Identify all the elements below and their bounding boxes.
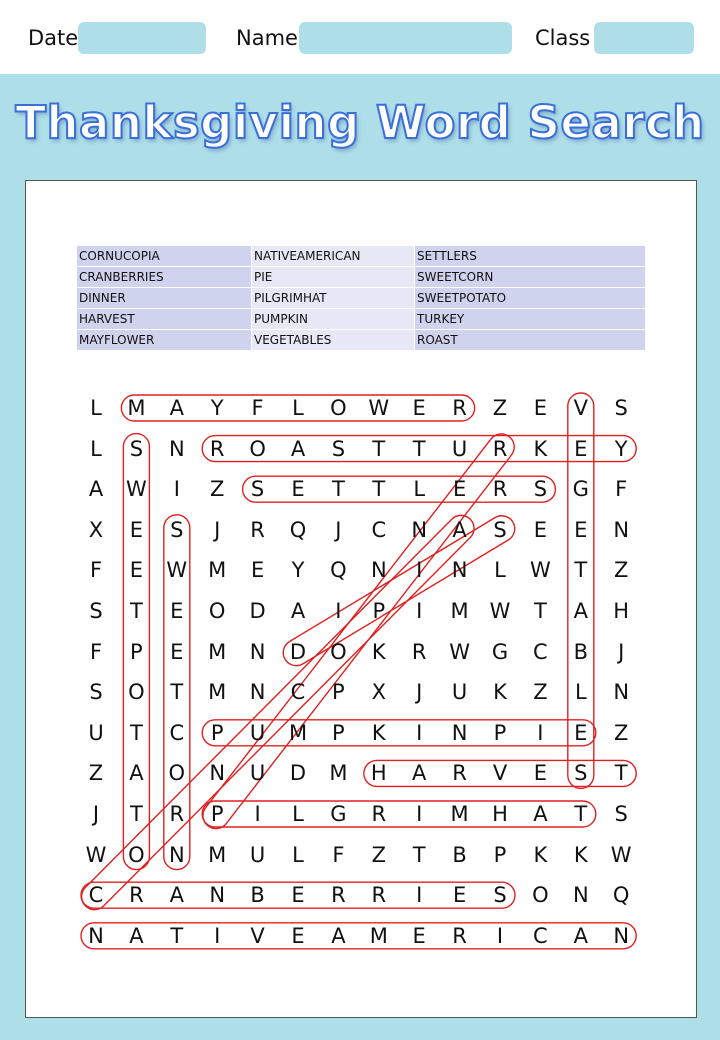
grid-letter[interactable]: O <box>128 842 145 867</box>
grid-letter[interactable]: S <box>331 436 346 461</box>
grid-letter[interactable]: T <box>372 477 386 502</box>
grid-letter[interactable]: I <box>537 720 544 745</box>
grid-letter[interactable]: A <box>169 883 184 908</box>
grid-letter[interactable]: Y <box>210 396 224 420</box>
date-label: Date <box>28 26 79 50</box>
word-list-item: MAYFLOWER <box>77 330 252 351</box>
grid-letter[interactable]: Q <box>330 558 347 583</box>
grid-letter[interactable]: S <box>614 802 628 826</box>
grid-letter[interactable]: J <box>618 639 625 664</box>
grid-letter[interactable]: E <box>574 517 588 542</box>
grid-letter[interactable]: L <box>574 680 587 705</box>
grid-letter[interactable]: O <box>330 396 347 420</box>
grid-letter[interactable]: J <box>335 517 342 542</box>
grid-letter[interactable]: M <box>369 923 388 948</box>
grid-letter[interactable]: E <box>412 923 426 948</box>
grid-letter[interactable]: O <box>208 599 226 623</box>
grid-letter[interactable]: E <box>452 477 467 502</box>
grid-letter[interactable]: F <box>615 477 628 502</box>
grid-letter[interactable]: L <box>292 802 304 826</box>
grid-letter[interactable]: N <box>168 842 185 867</box>
grid-letter[interactable]: S <box>170 517 184 542</box>
grid-letter[interactable]: I <box>416 558 423 583</box>
grid-letter[interactable]: P <box>210 802 224 826</box>
grid-letter[interactable]: E <box>291 477 305 502</box>
grid-letter[interactable]: M <box>127 396 146 420</box>
grid-letter[interactable]: U <box>451 680 468 705</box>
grid-letter[interactable]: V <box>492 761 508 786</box>
grid-letter[interactable]: A <box>452 517 467 542</box>
grid-letter[interactable]: E <box>129 517 144 542</box>
grid-letter[interactable]: N <box>613 517 630 542</box>
grid-letter[interactable]: G <box>572 477 589 502</box>
grid-letter[interactable]: B <box>573 639 588 664</box>
grid-letter[interactable]: Y <box>614 436 628 461</box>
grid-letter[interactable]: I <box>335 599 342 623</box>
grid-letter[interactable]: Y <box>291 558 305 583</box>
grid-letter[interactable]: R <box>371 802 387 826</box>
grid-letter[interactable]: E <box>129 558 144 583</box>
grid-letter[interactable]: B <box>250 883 265 908</box>
grid-letter[interactable]: A <box>533 802 548 826</box>
grid-letter[interactable]: F <box>89 558 103 583</box>
grid-letter[interactable]: R <box>209 436 225 461</box>
grid-letter[interactable]: J <box>92 802 100 826</box>
grid-letter[interactable]: P <box>372 599 386 623</box>
grid-letter[interactable]: E <box>574 436 588 461</box>
grid-letter[interactable]: D <box>249 599 266 623</box>
worksheet-paper <box>25 180 697 1018</box>
grid-letter[interactable]: T <box>412 436 426 461</box>
word-list-item: PIE <box>252 267 415 288</box>
grid-letter[interactable]: H <box>613 599 630 623</box>
word-list-item: CORNUCOPIA <box>77 246 252 267</box>
grid-letter[interactable]: W <box>610 842 632 867</box>
grid-letter[interactable]: J <box>416 680 423 705</box>
grid-letter[interactable]: V <box>573 396 588 420</box>
grid-letter[interactable]: M <box>208 558 227 583</box>
grid-letter[interactable]: R <box>250 517 265 542</box>
grid-letter[interactable]: L <box>413 477 426 502</box>
grid-letter[interactable]: G <box>491 639 509 664</box>
grid-letter[interactable]: L <box>292 396 304 420</box>
grid-letter[interactable]: W <box>449 639 470 664</box>
grid-letter[interactable]: E <box>170 599 184 623</box>
grid-letter[interactable]: X <box>88 517 104 542</box>
grid-letter[interactable]: N <box>249 680 266 705</box>
grid-letter[interactable]: H <box>492 802 508 826</box>
grid-letter[interactable]: I <box>416 720 423 745</box>
grid-letter[interactable]: Z <box>88 761 104 786</box>
grid-letter[interactable]: K <box>371 720 386 745</box>
word-list-item: TURKEY <box>415 309 646 330</box>
grid-letter[interactable]: Z <box>613 720 629 745</box>
grid-letter[interactable]: N <box>613 680 630 705</box>
grid-letter[interactable]: A <box>412 761 427 786</box>
grid-letter[interactable]: T <box>331 477 345 502</box>
grid-letter[interactable]: T <box>129 599 143 623</box>
grid-letter[interactable]: A <box>331 923 346 948</box>
grid-letter[interactable]: I <box>214 923 221 948</box>
grid-letter[interactable]: M <box>208 639 227 664</box>
grid-letter[interactable]: W <box>530 558 551 583</box>
grid-letter[interactable]: W <box>85 842 107 867</box>
grid-letter[interactable]: N <box>451 558 468 583</box>
grid-letter[interactable]: S <box>614 396 628 420</box>
grid-letter[interactable]: N <box>168 436 185 461</box>
grid-letter[interactable]: N <box>370 558 387 583</box>
grid-letter[interactable]: L <box>494 558 506 583</box>
grid-letter[interactable]: A <box>129 761 144 786</box>
grid-letter[interactable]: R <box>331 883 346 908</box>
grid-letter[interactable]: U <box>451 436 468 461</box>
grid-letter[interactable]: M <box>450 599 469 623</box>
grid-letter[interactable]: W <box>489 599 511 623</box>
grid-letter[interactable]: J <box>214 517 221 542</box>
grid-letter[interactable]: I <box>496 923 504 948</box>
grid-letter[interactable]: R <box>371 883 387 908</box>
page-title: Thanksgiving Word Search <box>15 96 705 149</box>
grid-letter[interactable]: P <box>210 720 224 745</box>
grid-letter[interactable]: U <box>88 720 104 745</box>
grid-letter[interactable]: P <box>332 680 345 705</box>
grid-letter[interactable]: A <box>573 923 588 948</box>
grid-letter[interactable]: T <box>614 761 628 786</box>
grid-letter[interactable]: I <box>416 883 423 908</box>
grid-letter[interactable]: M <box>329 761 348 786</box>
grid-letter[interactable]: K <box>493 680 507 705</box>
class-field[interactable] <box>594 22 694 54</box>
grid-letter[interactable]: E <box>250 558 265 583</box>
grid-letter[interactable]: E <box>574 720 588 745</box>
grid-letter[interactable]: I <box>173 477 180 502</box>
grid-letter[interactable]: L <box>90 436 102 461</box>
grid-letter[interactable]: A <box>573 599 588 623</box>
grid-letter[interactable]: S <box>574 761 588 786</box>
grid-letter[interactable]: S <box>533 477 548 502</box>
grid-letter[interactable]: M <box>288 720 308 745</box>
word-list-item: HARVEST <box>77 309 252 330</box>
grid-letter[interactable]: E <box>412 396 426 420</box>
word-list-item: PUMPKIN <box>252 309 415 330</box>
word-list-item: VEGETABLES <box>252 330 415 351</box>
grid-letter[interactable]: R <box>129 883 144 908</box>
grid-letter[interactable]: E <box>452 883 467 908</box>
grid-letter[interactable]: K <box>533 436 548 461</box>
word-list-item: NATIVEAMERICAN <box>252 246 415 267</box>
grid-letter[interactable]: M <box>450 802 469 826</box>
grid-letter[interactable]: A <box>129 923 144 948</box>
grid-letter[interactable]: S <box>493 883 507 908</box>
grid-letter[interactable]: Z <box>613 558 629 583</box>
grid-letter[interactable]: S <box>89 680 103 705</box>
grid-letter[interactable]: O <box>168 761 186 786</box>
grid-letter[interactable]: R <box>411 639 427 664</box>
grid-letter[interactable]: P <box>493 842 507 867</box>
grid-letter[interactable]: E <box>533 517 548 542</box>
grid-letter[interactable]: R <box>452 396 467 420</box>
grid-letter[interactable]: A <box>290 599 306 623</box>
grid-letter[interactable]: H <box>370 761 387 786</box>
name-field[interactable] <box>299 22 512 54</box>
grid-letter[interactable]: Z <box>209 477 225 502</box>
grid-letter[interactable]: N <box>572 883 589 908</box>
date-field[interactable] <box>78 22 206 54</box>
grid-letter[interactable]: I <box>254 802 261 826</box>
grid-letter[interactable]: K <box>573 842 588 867</box>
grid-letter[interactable]: W <box>126 477 147 502</box>
grid-letter[interactable]: E <box>533 761 548 786</box>
grid-letter[interactable]: G <box>330 802 347 826</box>
grid-letter[interactable]: I <box>416 802 423 826</box>
grid-letter[interactable]: U <box>249 761 266 786</box>
grid-letter[interactable]: N <box>411 517 428 542</box>
grid-letter[interactable]: T <box>129 802 143 826</box>
header-bar <box>0 0 720 74</box>
word-list-item: SETTLERS <box>415 246 646 267</box>
grid-letter[interactable]: U <box>249 720 266 745</box>
grid-letter[interactable]: K <box>371 639 386 664</box>
grid-letter[interactable]: O <box>249 436 266 461</box>
grid-letter[interactable]: R <box>452 761 467 786</box>
grid-letter[interactable]: T <box>574 558 588 583</box>
word-list-item: DINNER <box>77 288 252 309</box>
class-label: Class <box>535 26 591 50</box>
word-list-item: PILGRIMHAT <box>252 288 415 309</box>
grid-letter[interactable]: N <box>613 923 630 948</box>
grid-letter[interactable]: R <box>452 923 467 948</box>
grid-letter[interactable]: M <box>208 680 227 705</box>
grid-letter[interactable]: X <box>371 680 386 705</box>
grid-letter[interactable]: S <box>129 436 144 461</box>
grid-letter[interactable]: C <box>533 639 548 664</box>
grid-letter[interactable]: K <box>533 842 548 867</box>
grid-letter[interactable]: C <box>533 923 548 948</box>
grid-letter[interactable]: I <box>416 599 423 623</box>
grid-letter[interactable]: C <box>88 883 104 908</box>
grid-letter[interactable]: E <box>170 639 184 664</box>
grid-letter[interactable]: N <box>209 883 226 908</box>
grid-letter[interactable]: F <box>332 842 345 867</box>
grid-letter[interactable]: C <box>169 720 185 745</box>
grid-letter[interactable]: W <box>166 558 188 583</box>
grid-letter[interactable]: U <box>249 842 266 867</box>
grid-letter[interactable]: S <box>250 477 265 502</box>
letter-grid <box>26 181 696 1017</box>
grid-letter[interactable]: N <box>88 923 104 948</box>
grid-letter[interactable]: N <box>209 761 226 786</box>
grid-letter[interactable]: C <box>371 517 387 542</box>
grid-letter[interactable]: T <box>170 680 184 705</box>
grid-letter[interactable]: L <box>90 396 102 420</box>
grid-letter[interactable]: N <box>451 720 468 745</box>
main-panel <box>0 74 720 1040</box>
grid-letter[interactable]: O <box>128 680 145 705</box>
grid-letter[interactable]: F <box>89 639 103 664</box>
grid-letter[interactable]: E <box>291 883 305 908</box>
grid-letter[interactable]: N <box>249 639 266 664</box>
grid-letter[interactable]: F <box>251 396 264 420</box>
grid-letter[interactable]: Z <box>371 842 386 867</box>
word-list-item: ROAST <box>415 330 646 351</box>
grid-letter[interactable]: R <box>492 477 508 502</box>
grid-letter[interactable]: T <box>170 923 184 948</box>
grid-letter[interactable]: S <box>493 517 507 542</box>
grid-letter[interactable]: B <box>452 842 467 867</box>
grid-letter[interactable]: T <box>533 599 547 623</box>
grid-letter[interactable]: A <box>290 436 306 461</box>
grid-letter[interactable]: P <box>130 639 143 664</box>
word-list-item: SWEETCORN <box>415 267 646 288</box>
grid-letter[interactable]: O <box>532 883 549 908</box>
grid-letter[interactable]: S <box>89 599 103 623</box>
grid-letter[interactable]: L <box>292 842 304 867</box>
grid-letter[interactable]: D <box>289 639 307 664</box>
grid-letter[interactable]: E <box>291 923 305 948</box>
grid-letter[interactable]: T <box>129 720 143 745</box>
grid-letter[interactable]: R <box>492 436 508 461</box>
word-list-item: SWEETPOTATO <box>415 288 646 309</box>
grid-letter[interactable]: Z <box>492 396 508 420</box>
grid-letter[interactable]: Q <box>612 883 630 908</box>
grid-letter[interactable]: D <box>289 761 307 786</box>
grid-letter[interactable]: R <box>169 802 185 826</box>
grid-letter[interactable]: M <box>208 842 227 867</box>
grid-letter[interactable]: O <box>330 639 347 664</box>
grid-letter[interactable]: A <box>169 396 184 420</box>
grid-letter[interactable]: Z <box>533 680 548 705</box>
word-list-item: CRANBERRIES <box>77 267 252 288</box>
grid-letter[interactable]: P <box>493 720 507 745</box>
grid-letter[interactable]: E <box>533 396 548 420</box>
grid-letter[interactable]: T <box>412 842 426 867</box>
grid-letter[interactable]: T <box>372 436 386 461</box>
grid-letter[interactable]: Q <box>289 517 307 542</box>
grid-letter[interactable]: A <box>88 477 104 502</box>
name-label: Name <box>236 26 298 50</box>
grid-letter[interactable]: P <box>332 720 345 745</box>
grid-letter[interactable]: V <box>250 923 265 948</box>
grid-letter[interactable]: T <box>574 802 588 826</box>
grid-letter[interactable]: C <box>290 680 306 705</box>
grid-letter[interactable]: W <box>368 396 390 420</box>
